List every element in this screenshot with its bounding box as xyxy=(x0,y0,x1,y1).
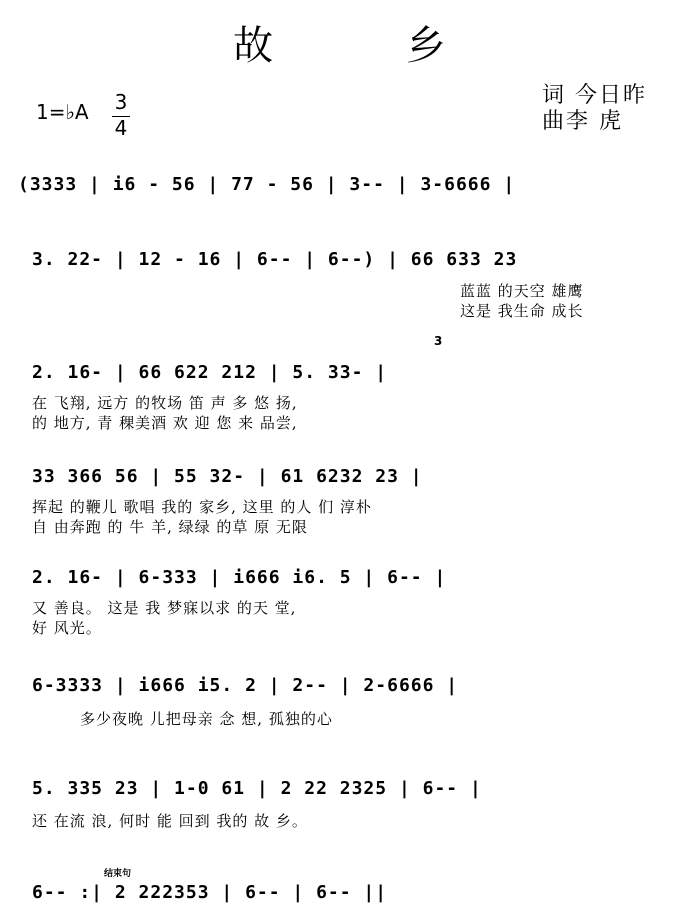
system-3-lyrics-1: 在 飞翔, 远方 的牧场 笛 声 多 悠 扬, xyxy=(32,394,298,412)
composer-credit: 曲李 虎 xyxy=(542,109,623,134)
system-3-notes: 2. 16- | 66 622 212 | 5. 33- | xyxy=(32,362,388,383)
system-4-lyrics-2: 自 由奔跑 的 牛 羊, 绿绿 的草 原 无限 xyxy=(32,518,308,536)
system-1-notes: (3333 | i6 - 56 | 77 - 56 | 3-- | 3-6666 | xyxy=(18,174,516,195)
system-3-lyrics-2: 的 地方, 青 稞美酒 欢 迎 您 来 品尝, xyxy=(32,414,298,432)
system-5-lyrics-2: 好 风光。 xyxy=(32,619,102,637)
key-signature: 1=♭A xyxy=(36,100,89,124)
lyricist-credit: 词 今日昨 xyxy=(542,83,647,108)
meter-numerator: 3 xyxy=(114,90,128,114)
page-title: 故 乡 xyxy=(233,23,506,69)
ending-label: 结束句 xyxy=(104,869,132,879)
system-4-notes: 33 366 56 | 55 32- | 61 6232 23 | xyxy=(32,466,423,487)
meter-denominator: 4 xyxy=(114,116,128,140)
triplet-mark: 3 xyxy=(434,334,443,348)
system-2-notes: 3. 22- | 12 - 16 | 6-- | 6--) | 66 633 23 xyxy=(32,249,518,270)
system-2-ornaments xyxy=(0,230,679,270)
system-6-notes: 6-3333 | i666 i5. 2 | 2-- | 2-6666 | xyxy=(32,675,459,696)
system-6-lyrics-1: 多少夜晚 儿把母亲 念 想, 孤独的心 xyxy=(80,710,333,728)
system-8-notes: 6-- :| 2 222353 | 6-- | 6-- || xyxy=(32,882,388,903)
system-5-lyrics-1: 又 善良。 这是 我 梦寐以求 的天 堂, xyxy=(32,599,297,617)
system-7-notes: 5. 335 23 | 1-0 61 | 2 22 2325 | 6-- | xyxy=(32,778,482,799)
system-7-lyrics-1: 还 在流 浪, 何时 能 回到 我的 故 乡。 xyxy=(32,812,308,830)
system-2-lyrics-2: 这是 我生命 成长 xyxy=(460,302,584,320)
system-4-lyrics-1: 挥起 的鞭儿 歌唱 我的 家乡, 这里 的人 们 淳朴 xyxy=(32,498,372,516)
system-5-notes: 2. 16- | 6-333 | i666 i6. 5 | 6-- | xyxy=(32,567,447,588)
system-2-lyrics-1: 蓝蓝 的天空 雄鹰 xyxy=(460,282,584,300)
system-1-ornaments xyxy=(0,160,679,210)
